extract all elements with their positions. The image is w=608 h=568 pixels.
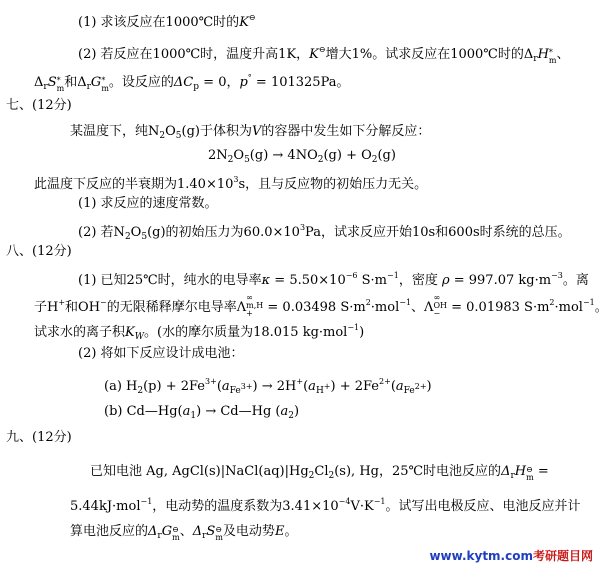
sub-r: r [157,531,162,541]
text: = 997.07 kg·m [449,273,552,288]
watermark [429,547,593,564]
sub-m: m [215,533,223,542]
text: O [233,148,245,163]
text: ，密度 [398,273,442,288]
s7-q1: (1) 求反应的速度常数。 [78,196,218,211]
sub: 1 [190,411,197,421]
text: (g) [377,148,396,163]
sup: −1 [582,298,595,307]
sub-sup: 2+ [414,382,427,391]
phase-bar: | [220,464,226,479]
symbol-G: G [90,75,102,90]
text: ) [426,379,432,394]
text: ) → Cd—Hg ( [196,404,281,419]
sub: 2 [308,471,315,481]
std-mark: ⊖ [215,525,223,534]
sub [229,382,253,396]
std-mark: ⊖ [526,465,533,474]
comma: 、 [556,47,570,62]
text: = [533,464,549,479]
sup: −6 [345,271,358,280]
text: 子H [34,300,59,315]
star: * [101,76,106,85]
sup-sub [215,526,223,542]
sup: 3 [233,175,239,184]
star: * [548,48,553,57]
sub-sup: 3+ [240,382,253,391]
s8-line3 [34,320,364,345]
symbol-H: H [514,464,527,479]
s8-header: 八、(12分) [6,244,72,259]
text: ·mol [554,300,583,315]
sub-r: r [43,82,48,92]
s7-halflife [34,172,427,193]
sup-sub [549,49,557,65]
sub: + [246,309,253,318]
text: = 0.01983 S·m [446,300,550,315]
sub: 2 [371,155,378,165]
sup: 3 [299,223,306,232]
text: O [130,225,142,240]
sub-r: r [202,531,207,541]
text: ) [293,404,300,419]
std-mark: ⊖ [318,45,326,54]
infinity: ∞ [433,293,441,302]
sup-sub [433,294,447,318]
symbol-H: H [537,47,549,62]
activity-a: a [182,404,191,419]
text: (s), Hg，25℃时电池反应的 [334,464,502,479]
text: 和 [64,75,78,90]
symbol-K: K [239,15,249,30]
sub-text: Fe [229,386,241,396]
sup: 2 [549,298,555,307]
sub-r: r [510,471,515,481]
symbol-K: K [309,47,319,62]
text: = 5.50×10 [270,273,346,288]
text: ) + 2Fe [330,379,380,394]
symbol-rho: ρ [441,273,450,288]
sup: 2 [365,298,371,307]
text: (b) Cd—Hg( [104,404,183,419]
text: ( [390,379,396,394]
s9-header: 九、(12分) [6,430,72,445]
text: ( [303,379,309,394]
s6-q2-cont [34,70,350,95]
text: ) [359,325,365,340]
sub [315,382,331,396]
delta: Δ [501,464,511,479]
sub-text: H [315,386,324,396]
s7-q2 [78,220,571,245]
sub: 2 [317,155,324,165]
text: 的容器中发生如下分解反应： [261,124,431,139]
text: 。离 [562,273,589,288]
text: ) → 2H [252,379,297,394]
s7-equation [208,148,396,168]
sup-sub [172,526,180,542]
sub: OH [433,301,447,310]
symbol-V: V [252,124,262,139]
sub: 2 [288,411,294,421]
sup: −1 [399,298,412,307]
sub-text: Fe [403,386,415,396]
s8-line1 [78,268,589,289]
delta-cp: ΔC [173,75,194,90]
delta: Δ [148,524,158,539]
text: = 101325Pa。 [251,75,350,90]
text: (p) + 2Fe [143,379,206,394]
sub-m: m [526,473,534,482]
text: 。 [284,524,298,539]
phase-bar: | [284,464,289,479]
sup: −3 [551,271,563,280]
delta: Δ [192,524,203,539]
text: (1) 已知25℃时，纯水的电导率 [78,273,262,288]
s8-reaction-a [104,374,432,399]
sub: 2 [137,386,144,396]
sub: 2 [328,471,335,481]
text: 。(水的摩尔质量为18.015 kg·mol [144,325,348,340]
text: Pa，试求反应开始10s和600s时系统的总压。 [305,225,571,240]
sub-m: m [56,84,65,93]
text: s，且与反应物的初始压力无关。 [238,177,428,192]
text: (a) H [104,379,138,394]
text: 算电池反应的 [70,524,149,539]
sub-m: m [548,56,557,65]
text: 的无限稀释摩尔电导率 [106,300,237,315]
activity-a: a [221,379,230,394]
s6-q1 [78,10,256,31]
text: 。试写出电极反应、电池反应并计 [385,499,581,514]
sub-m: m [172,533,180,542]
delta: Δ [523,47,534,62]
text: 5.44kJ·mol [70,499,141,514]
text: (g)于体积为 [181,124,252,139]
sup: + [58,298,66,307]
symbol-G: G [161,524,173,539]
text: 2N [208,148,228,163]
activity-a: a [395,379,404,394]
symbol-S: S [206,524,216,539]
std-mark: ⊖ [248,13,256,22]
text: (2) 若N [78,225,125,240]
watermark-url: www.kytm.com [429,549,533,563]
sub: − [433,309,441,318]
sub: 5 [141,232,148,242]
sub: m,H [246,301,264,310]
sub-m: m [101,84,109,93]
s9-line2 [70,494,581,515]
sup: −1 [140,497,153,506]
text: (2) 若反应在1000℃时，温度升高1K， [78,47,310,62]
sup: −1 [373,497,386,506]
text: 。 [594,300,608,315]
s8-reaction-b [104,404,299,424]
s7-header: 七、(12分) [6,98,72,113]
sub: 5 [175,131,182,141]
symbol-E: E [274,524,285,539]
text: S·m [357,273,388,288]
watermark-site-name: 考研题目网 [532,549,593,563]
s8-q2: (2) 将如下反应设计成电池： [78,346,244,361]
sup: + [296,377,304,386]
text: NaCl(aq) [225,464,285,479]
symbol-K: K [125,325,135,340]
s7-intro [70,124,430,144]
symbol-kappa: κ [261,273,271,288]
text: 已知电池 Ag, AgCl(s) [90,464,221,479]
text: ·mol [370,300,400,315]
sub-r: r [533,54,538,64]
text: (g) + O [323,148,372,163]
text: (1) 求该反应在1000℃时的 [78,15,240,30]
s9-line3 [70,524,297,544]
lambda: Λ [236,300,247,315]
sub-sup: + [323,382,331,391]
sub: 2 [159,131,166,141]
text: = 0， [199,75,240,90]
s6-q2 [78,42,570,67]
text: 及电动势 [222,524,275,539]
symbol-S: S [47,75,57,90]
text: (g) → 4NO [249,148,318,163]
infinity: ∞ [246,293,253,302]
s8-line2 [34,294,608,318]
sup-sub [526,466,534,482]
activity-a: a [308,379,316,394]
text: V·K [350,499,374,514]
text: Hg [288,464,309,479]
text: (g)的初始压力为60.0×10 [147,225,300,240]
text: ( [216,379,222,394]
sup: −1 [347,323,360,332]
sup: −1 [387,271,399,280]
text: 和OH [65,300,101,315]
s9-line1 [90,464,549,484]
text: Cl [314,464,329,479]
symbol-p: p [239,75,248,90]
std-mark: ⊖ [172,525,179,534]
activity-a: a [280,404,289,419]
text: ，电动势的温度系数为3.41×10 [152,499,339,514]
text: 某温度下，纯N [70,124,160,139]
text: 、 [411,300,425,315]
delta: Δ [34,75,44,90]
text: 、 [179,524,193,539]
sup-sub [101,77,109,93]
sub-p: p [193,82,200,92]
text: 。设反应的 [108,75,174,90]
std-mark: ° [247,73,252,82]
text: 试求水的离子积 [34,325,126,340]
text: 此温度下反应的半衰期为1.40×10 [34,177,234,192]
lambda: Λ [424,300,434,315]
sup: − [100,298,107,307]
sub: W [134,332,144,342]
text: 增大1%。试求反应在1000℃时的 [325,47,524,62]
sub: 2 [227,155,234,165]
sup: 2+ [379,377,391,386]
sub [403,382,427,396]
sub-r: r [86,82,91,92]
sup: 3+ [205,377,217,386]
delta: Δ [77,75,87,90]
sub: 5 [244,155,250,165]
star: * [56,76,61,85]
sup-sub [246,294,263,318]
text: = 0.03498 S·m [263,300,366,315]
sup: −4 [338,497,351,506]
text: O [165,124,176,139]
sub: 2 [124,232,131,242]
